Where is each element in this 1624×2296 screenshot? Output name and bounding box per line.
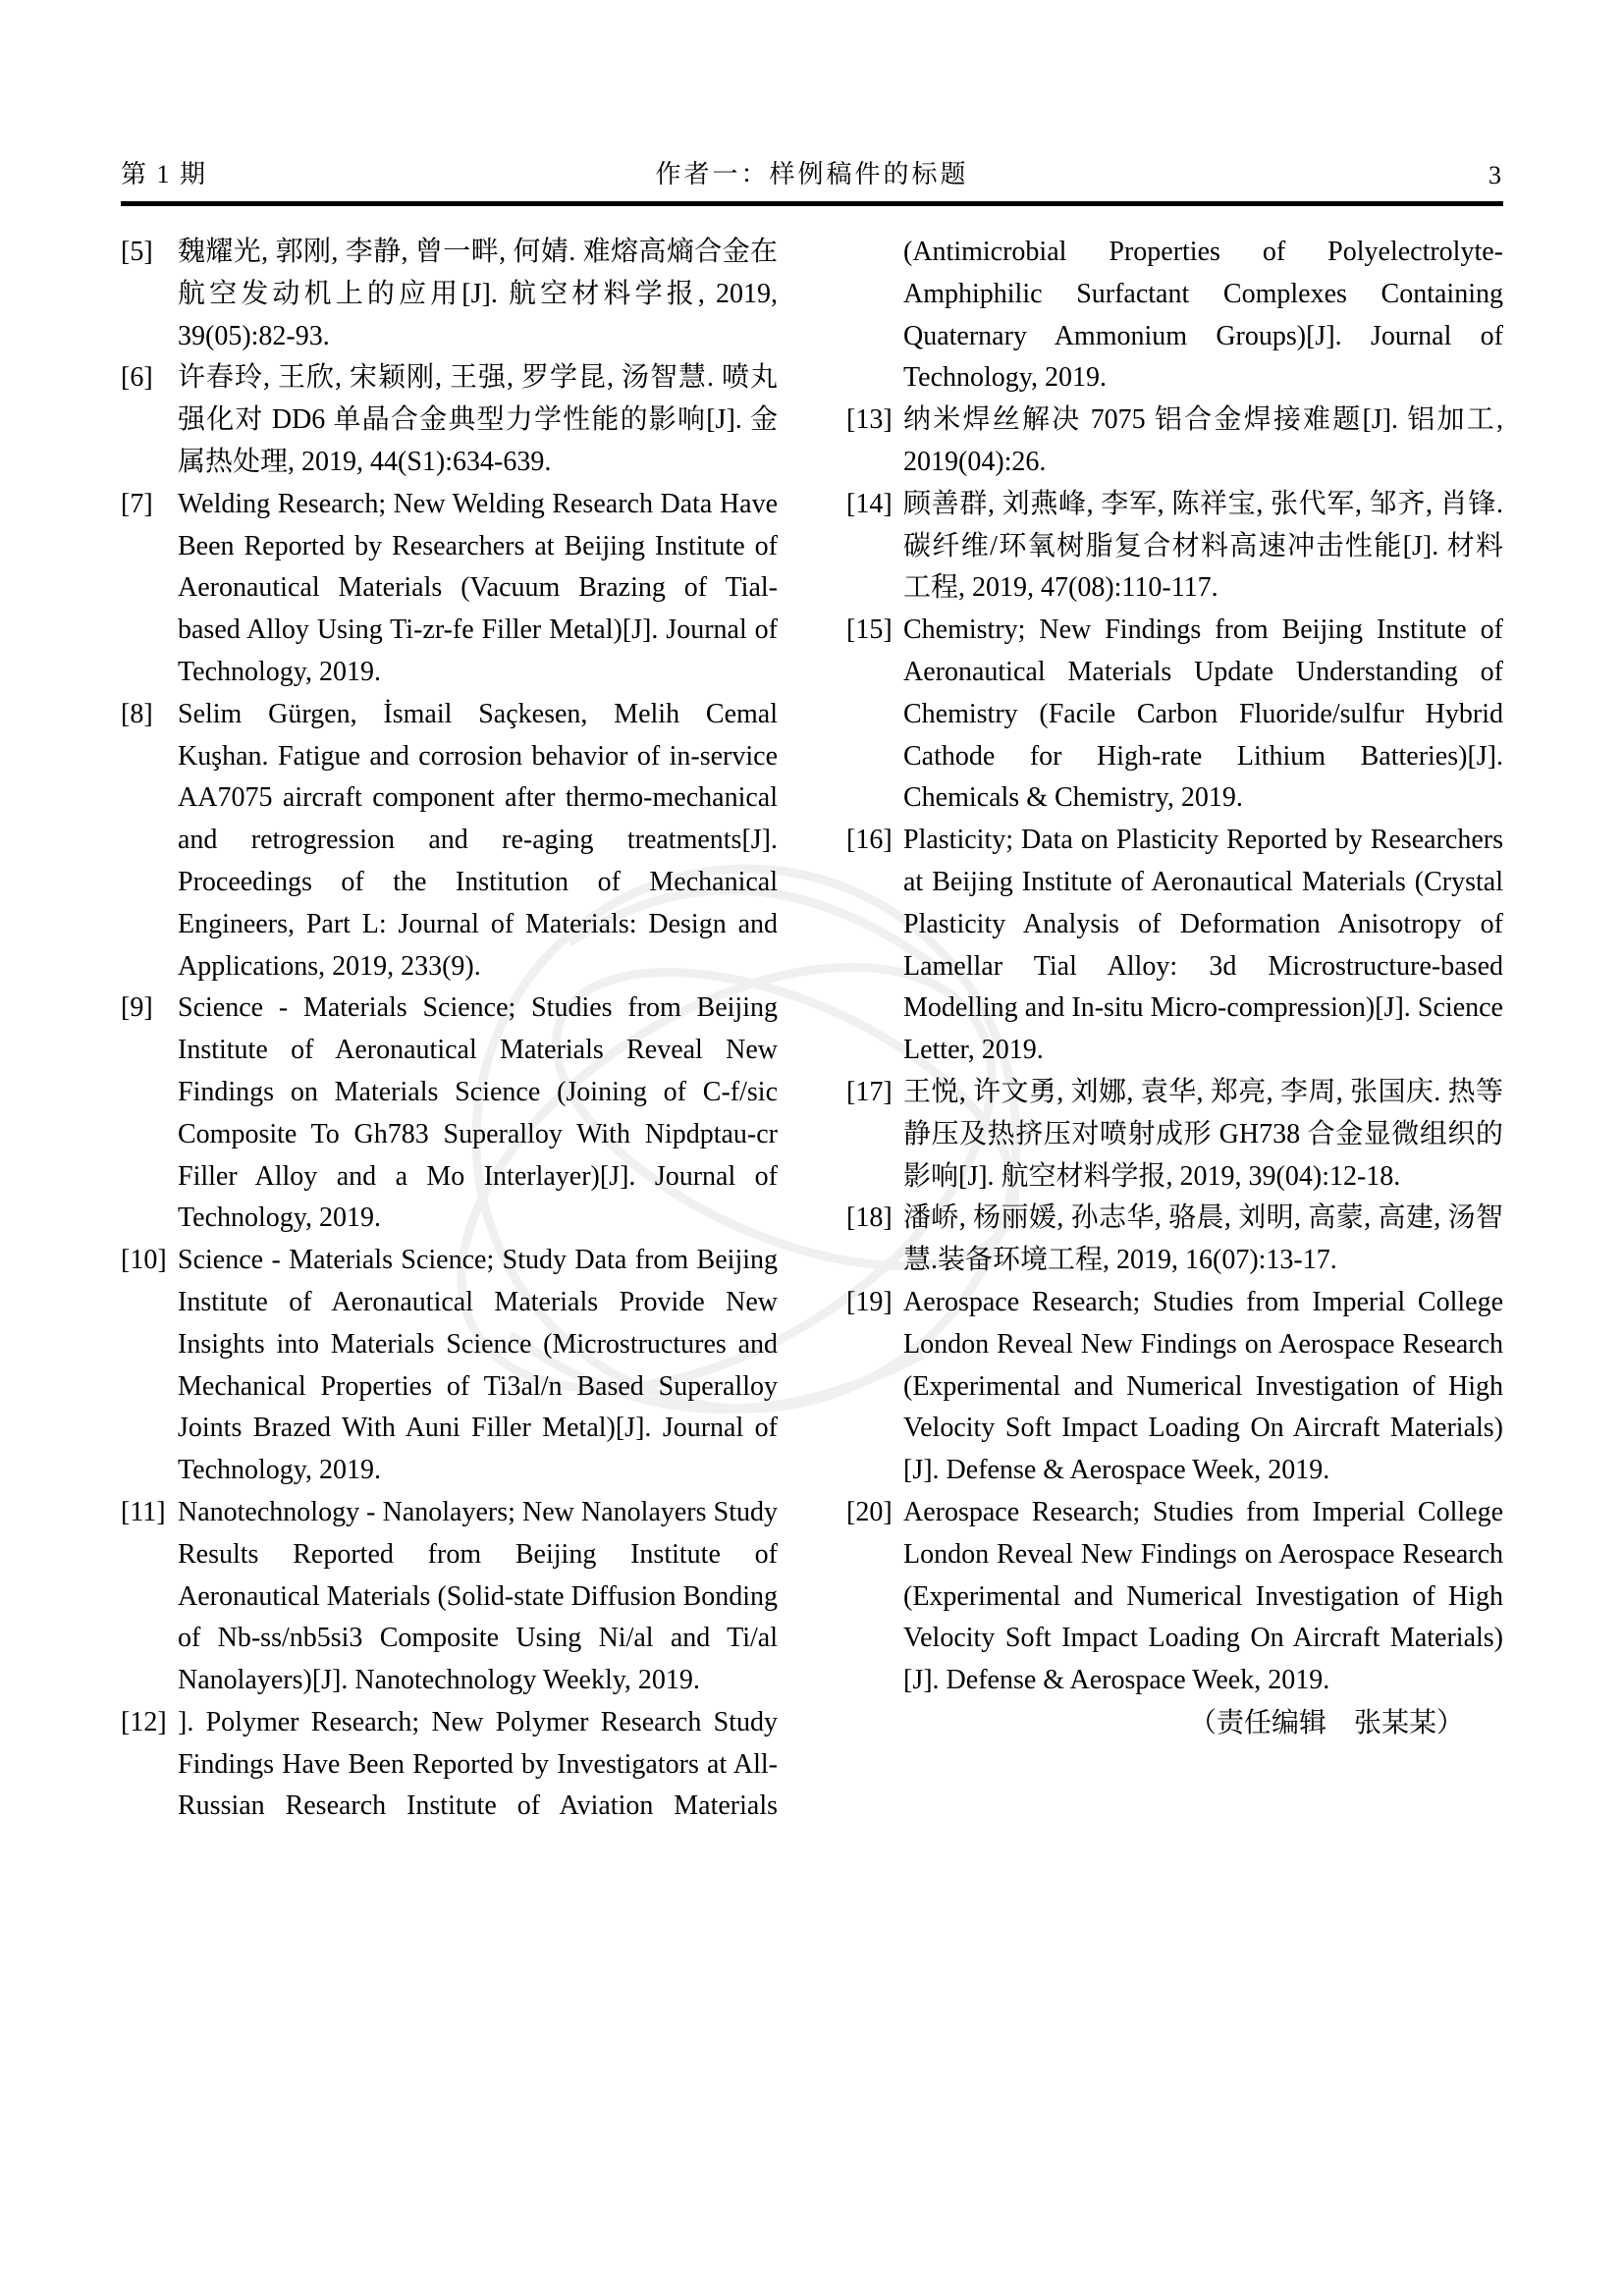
reference-item-14 — [846, 484, 1503, 610]
reference-number: [12] — [121, 1706, 167, 1737]
reference-text: 顾善群, 刘燕峰, 李军, 陈祥宝, 张代军, 邹齐, 肖锋. 碳纤维/环氧树脂复合材料高速冲击性能[J]. 材料工程, 2019, 47(08):110-117. — [903, 488, 1503, 604]
reference-text: Aerospace Research; Studies from Imperial College London Reveal New Findings on Aerospace Research (Experimental and Numerical Investigation of High Velocity Soft Impact Loading On Aircraft Materials)[J]. Defense & Aerospace Week, 2019. — [903, 1496, 1503, 1696]
reference-text: 潘峤, 杨丽媛, 孙志华, 骆晨, 刘明, 高蒙, 高建, 汤智慧.装备环境工程, 2019, 16(07):13-17. — [903, 1202, 1503, 1276]
reference-item-20 — [846, 1492, 1503, 1702]
reference-number: [6] — [121, 362, 153, 394]
header-rule — [121, 201, 1503, 206]
reference-text: Science - Materials Science; Study Data from Beijing Institute of Aeronautical Materials Provide New Insights into Materials Science (Microstructures and Mechanical Properties of Ti3al/n Based Superalloy Joints Brazed With Auni Filler Metal)[J]. Journal of Technology, 2019. — [178, 1245, 778, 1486]
reference-item-10 — [121, 1240, 778, 1492]
reference-number: [19] — [846, 1286, 893, 1317]
reference-item-11 — [121, 1492, 778, 1702]
reference-number: [13] — [846, 404, 893, 436]
reference-text: Nanotechnology - Nanolayers; New Nanolayers Study Results Reported from Beijing Institute of Aeronautical Materials (Solid-state Diffusion Bonding of Nb-ss/nb5si3 Composite Using Ni/al and Ti/al Nanolayers)[J]. Nanotechnology Weekly, 2019. — [178, 1496, 778, 1696]
reference-item-8 — [121, 694, 778, 988]
reference-text: 许春玲, 王欣, 宋颖刚, 王强, 罗学昆, 汤智慧. 喷丸强化对 DD6 单晶合金典型力学性能的影响[J]. 金属热处理, 2019, 44(S1):634-639. — [178, 362, 778, 477]
reference-item-19 — [846, 1282, 1503, 1492]
reference-number: [17] — [846, 1076, 893, 1107]
reference-item-9 — [121, 988, 778, 1240]
reference-number: [10] — [121, 1245, 167, 1276]
reference-text: Chemistry; New Findings from Beijing Institute of Aeronautical Materials Update Understanding of Chemistry (Facile Carbon Fluoride/sulfur Hybrid Cathode for High-rate Lithium Batteries)[J]. Chemicals & Chemistry, 2019. — [903, 614, 1503, 814]
reference-item-12 — [121, 1702, 778, 1828]
reference-item-13 — [846, 400, 1503, 484]
references-left-column — [121, 232, 778, 1828]
reference-number: [5] — [121, 237, 153, 267]
reference-number: [15] — [846, 614, 893, 646]
reference-text: Plasticity; Data on Plasticity Reported by Researchers at Beijing Institute of Aeronautical Materials (Crystal Plasticity Analysis of Deformation Anisotropy of Lamellar Tial Alloy: 3d Microstructure-based Modelling and In-situ Micro-compression)[J]. Science Letter, 2019. — [903, 825, 1503, 1066]
reference-text: Welding Research; New Welding Research Data Have Been Reported by Researchers at Beijing Institute of Aeronautical Materials (Vacuum Brazing of Tial-based Alloy Using Ti-zr-fe Filler Metal)[J]. Journal of Technology, 2019. — [178, 488, 778, 687]
reference-number: [11] — [121, 1496, 166, 1527]
reference-number: [18] — [846, 1202, 893, 1234]
reference-number: [8] — [121, 698, 153, 729]
reference-number: [14] — [846, 488, 893, 519]
reference-item-6 — [121, 357, 778, 483]
reference-text: 王悦, 许文勇, 刘娜, 袁华, 郑亮, 李周, 张国庆. 热等静压及热挤压对喷射成形 GH738 合金显微组织的影响[J]. 航空材料学报, 2019, 39(04):12-18. — [903, 1076, 1503, 1192]
reference-number: [7] — [121, 488, 153, 519]
reference-text: ]. Polymer Research; New Polymer Research Study Findings Have Been Reported by Investigators at All-Russian Research Institute of Aviation Materials — [178, 1706, 778, 1822]
page-number: 3 — [1489, 161, 1501, 189]
issue-label: 第 1 期 — [121, 160, 208, 188]
reference-text: 纳米焊丝解决 7075 铝合金焊接难题[J]. 铝加工, 2019(04):26. — [903, 404, 1503, 477]
reference-text: 魏耀光, 郭刚, 李静, 曾一畔, 何婧. 难熔高熵合金在航空发动机上的应用[J]. 航空材料学报, 2019, 39(05):82-93. — [178, 237, 778, 351]
reference-item-15 — [846, 610, 1503, 820]
reference-text: Selim Gürgen, İsmail Saçkesen, Melih Cemal Kuşhan. Fatigue and corrosion behavior of in-service AA7075 aircraft component after thermo-mechanical and retrogression and re-aging treatments[J]. Proceedings of the Institution of Mechanical Engineers, Part L: Journal of Materials: Design and Applications, 2019, 233(9). — [178, 698, 778, 982]
reference-item-12-continuation — [846, 232, 1503, 400]
reference-number: [9] — [121, 992, 153, 1024]
reference-item-7 — [121, 484, 778, 694]
references-right-column — [846, 232, 1503, 1745]
reference-text: Science - Materials Science; Studies from Beijing Institute of Aeronautical Materials Reveal New Findings on Materials Science (Joining of C-f/sic Composite To Gh783 Superalloy With Nipdptau-cr Filler Alloy and a Mo Interlayer)[J]. Journal of Technology, 2019. — [178, 992, 778, 1234]
running-header — [121, 155, 1503, 194]
reference-number: [20] — [846, 1496, 893, 1527]
reference-item-16 — [846, 820, 1503, 1072]
running-title: 作者一：样例稿件的标题 — [655, 160, 969, 188]
reference-item-5 — [121, 232, 778, 357]
reference-text: Aerospace Research; Studies from Imperial College London Reveal New Findings on Aerospace Research (Experimental and Numerical Investigation of High Velocity Soft Impact Loading On Aircraft Materials)[J]. Defense & Aerospace Week, 2019. — [903, 1286, 1503, 1486]
reference-item-17 — [846, 1072, 1503, 1198]
reference-item-18 — [846, 1198, 1503, 1282]
editor-note: （责任编辑 张某某） — [1188, 1707, 1464, 1738]
reference-number: [16] — [846, 825, 893, 856]
reference-text: (Antimicrobial Properties of Polyelectrolyte-Amphiphilic Surfactant Complexes Containing Quaternary Ammonium Groups)[J]. Journal of Technology, 2019. — [903, 237, 1503, 394]
